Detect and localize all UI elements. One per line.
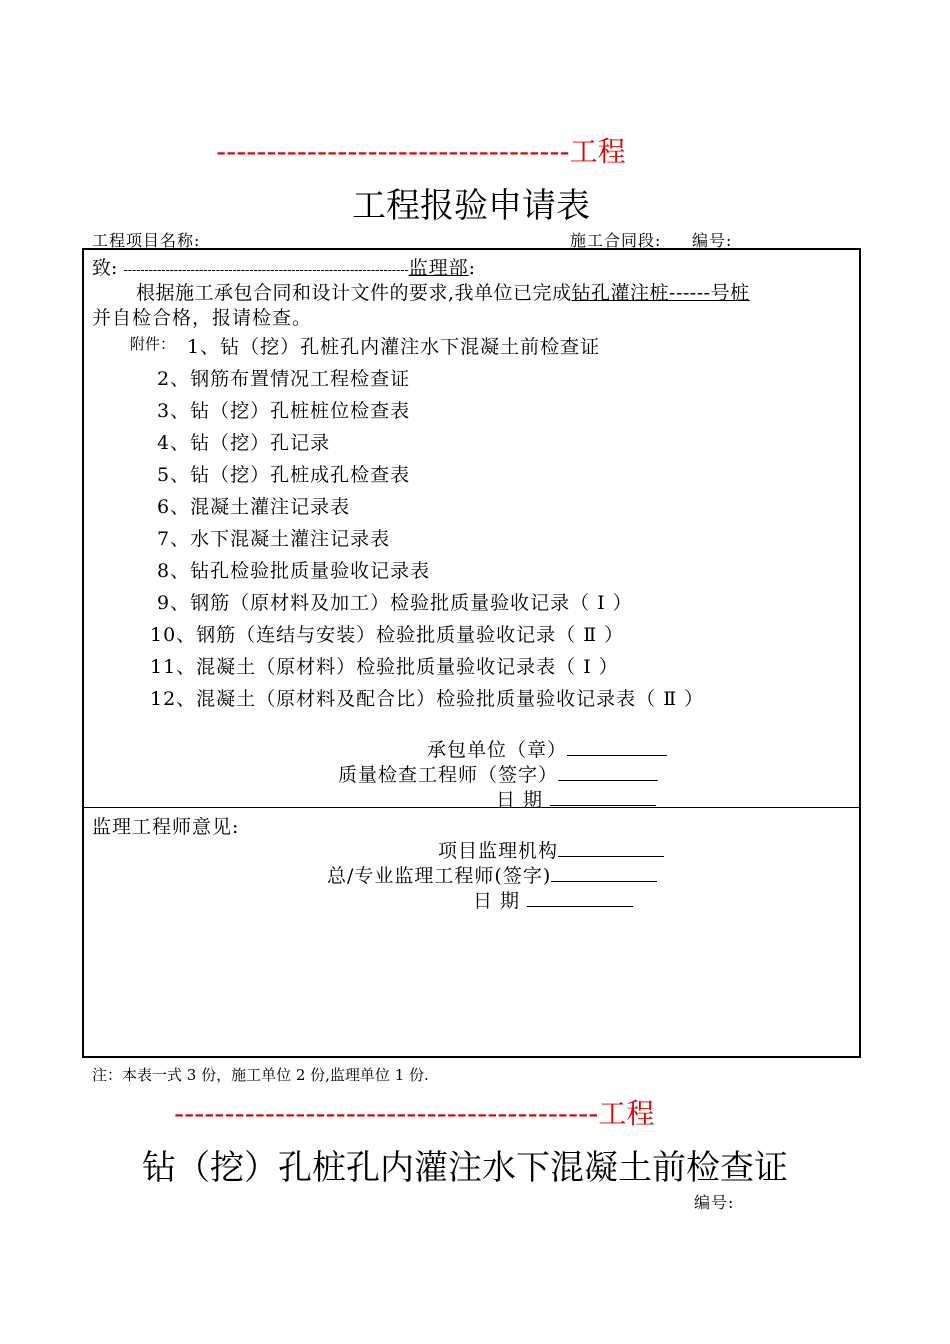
attachment-item: 8、钻孔检验批质量验收记录表	[157, 560, 431, 582]
chief-engineer-row	[327, 861, 657, 888]
to-dept: 监理部	[408, 257, 469, 279]
project-header-suffix: 工程	[569, 135, 626, 168]
to-label: 致:	[92, 257, 118, 279]
number-label: 编号:	[692, 231, 733, 250]
date-blank-1[interactable]	[550, 787, 656, 806]
attachment-item: 9、钢筋（原材料及加工）检验批质量验收记录（ Ⅰ ）	[157, 592, 633, 614]
project-header-2	[174, 1092, 654, 1132]
supervision-org-blank[interactable]	[558, 838, 664, 857]
paragraph-prefix: 根据施工承包合同和设计文件的要求,我单位已完成	[136, 282, 572, 304]
paragraph-line-2: 并自检合格，报请检查。	[92, 307, 313, 329]
project-header-suffix: 工程	[598, 1097, 655, 1130]
project-header-1	[216, 130, 626, 170]
project-header-dashes: ------------------------------------------	[174, 1097, 599, 1130]
qc-engineer-row	[338, 760, 658, 787]
qc-engineer-label: 质量检查工程师（签字）	[338, 764, 559, 786]
project-name-label: 工程项目名称:	[92, 231, 201, 250]
paragraph-work: 钻孔灌注桩------号桩	[571, 282, 750, 304]
date-row-2	[473, 886, 633, 913]
supervision-org-row	[438, 836, 664, 863]
project-header-dashes: -----------------------------------	[216, 135, 570, 168]
date-label-2: 日 期	[473, 890, 521, 912]
attachment-item: 2、钢筋布置情况工程检查证	[157, 368, 411, 390]
attachment-item: 3、钻（挖）孔桩桩位检查表	[157, 400, 411, 422]
form-divider	[82, 807, 861, 808]
to-colon: :	[468, 257, 475, 279]
form2-title: 钻（挖）孔桩孔内灌注水下混凝土前检查证	[142, 1148, 788, 1188]
contractor-row	[427, 735, 667, 762]
attachment-item: 1、钻（挖）孔桩孔内灌注水下混凝土前检查证	[187, 336, 601, 358]
attachment-item: 10、钢筋（连结与安装）检验批质量验收记录（ Ⅱ ）	[150, 624, 625, 646]
date-blank-2[interactable]	[527, 888, 633, 907]
contract-section-label: 施工合同段:	[570, 231, 662, 250]
contractor-label: 承包单位（章）	[427, 739, 568, 761]
paragraph-line-1	[136, 278, 750, 305]
attachment-item: 5、钻（挖）孔桩成孔检查表	[157, 464, 411, 486]
date-row-1	[496, 785, 656, 812]
to-dashes: --------------------------------------------------------------------	[123, 263, 409, 278]
form2-number-label: 编号:	[694, 1193, 735, 1212]
supervision-org-label: 项目监理机构	[438, 840, 559, 862]
chief-engineer-label: 总/专业监理工程师(签字)	[327, 865, 552, 887]
attachment-item: 7、水下混凝土灌注记录表	[157, 528, 391, 550]
attachment-label: 附件：	[130, 335, 176, 353]
date-label-1: 日 期	[496, 789, 544, 811]
contractor-signature-blank[interactable]	[567, 737, 667, 756]
attachment-item: 12、混凝土（原材料及配合比）检验批质量验收记录表（ Ⅱ ）	[150, 688, 705, 710]
form-title: 工程报验申请表	[352, 186, 590, 226]
chief-engineer-signature-blank[interactable]	[551, 863, 657, 882]
form-note: 注：本表一式 3 份，施工单位 2 份,监理单位 1 份.	[92, 1066, 429, 1084]
qc-engineer-signature-blank[interactable]	[558, 762, 658, 781]
attachment-item: 11、混凝土（原材料）检验批质量验收记录表（ Ⅰ ）	[150, 656, 619, 678]
attachment-item: 6、混凝土灌注记录表	[157, 496, 351, 518]
attachment-item: 4、钻（挖）孔记录	[157, 432, 331, 454]
to-line	[92, 253, 475, 280]
supervisor-opinion-label: 监理工程师意见:	[92, 816, 240, 838]
